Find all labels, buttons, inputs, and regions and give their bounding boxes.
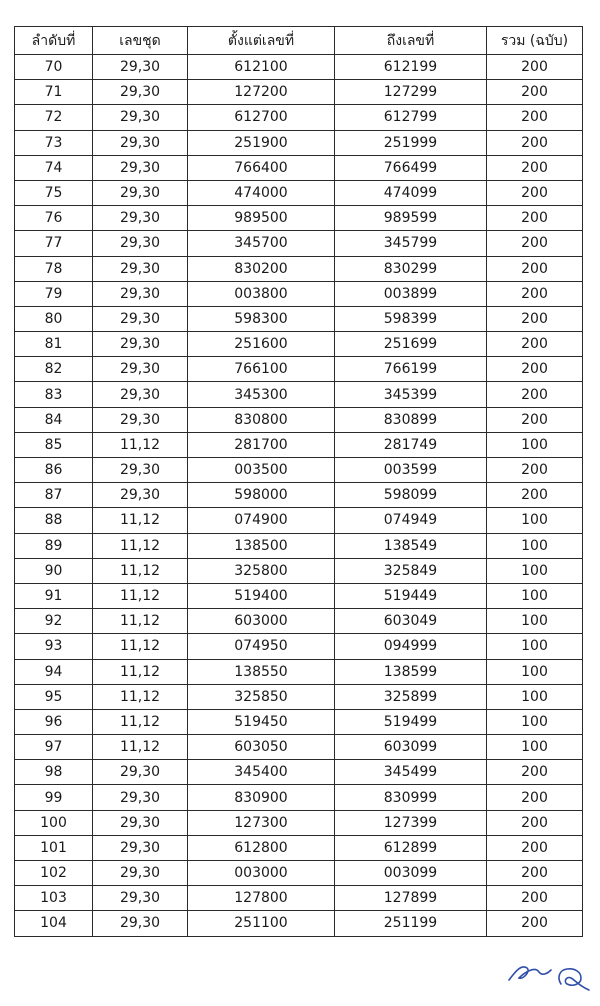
table-row: [15, 180, 583, 205]
cell-sequence: 97: [15, 735, 93, 760]
cell-from-number: 003500: [188, 458, 335, 483]
cell-set-number: 29,30: [93, 810, 188, 835]
cell-sequence: 99: [15, 785, 93, 810]
cell-sequence: 90: [15, 558, 93, 583]
cell-set-number: 29,30: [93, 130, 188, 155]
cell-to-number: 127299: [335, 80, 487, 105]
table-row: [15, 634, 583, 659]
cell-from-number: 074950: [188, 634, 335, 659]
cell-from-number: 281700: [188, 432, 335, 457]
cell-total-copies: 200: [487, 785, 583, 810]
cell-from-number: 074900: [188, 508, 335, 533]
cell-to-number: 345499: [335, 760, 487, 785]
cell-to-number: 519499: [335, 709, 487, 734]
cell-to-number: 519449: [335, 583, 487, 608]
cell-sequence: 100: [15, 810, 93, 835]
cell-sequence: 76: [15, 206, 93, 231]
cell-from-number: 612100: [188, 55, 335, 80]
cell-total-copies: 200: [487, 835, 583, 860]
table-row: [15, 256, 583, 281]
cell-sequence: 78: [15, 256, 93, 281]
cell-to-number: 766199: [335, 357, 487, 382]
cell-set-number: 11,12: [93, 634, 188, 659]
cell-total-copies: 200: [487, 130, 583, 155]
table-row: [15, 357, 583, 382]
cell-from-number: 003800: [188, 281, 335, 306]
header-row: [15, 27, 583, 55]
cell-sequence: 75: [15, 180, 93, 205]
cell-to-number: 251699: [335, 332, 487, 357]
cell-to-number: 251999: [335, 130, 487, 155]
table-row: [15, 306, 583, 331]
cell-total-copies: 200: [487, 105, 583, 130]
table-row: [15, 130, 583, 155]
cell-set-number: 11,12: [93, 558, 188, 583]
cell-sequence: 88: [15, 508, 93, 533]
cell-sequence: 86: [15, 458, 93, 483]
cell-total-copies: 100: [487, 735, 583, 760]
cell-from-number: 127800: [188, 886, 335, 911]
cell-set-number: 11,12: [93, 659, 188, 684]
table-row: [15, 155, 583, 180]
cell-to-number: 612799: [335, 105, 487, 130]
cell-total-copies: 200: [487, 810, 583, 835]
cell-from-number: 598300: [188, 306, 335, 331]
table-row: [15, 332, 583, 357]
cell-set-number: 29,30: [93, 458, 188, 483]
cell-from-number: 989500: [188, 206, 335, 231]
table-row: [15, 558, 583, 583]
cell-to-number: 127399: [335, 810, 487, 835]
cell-sequence: 72: [15, 105, 93, 130]
table-row: [15, 709, 583, 734]
table-row: [15, 810, 583, 835]
cell-sequence: 71: [15, 80, 93, 105]
cell-total-copies: 100: [487, 659, 583, 684]
cell-total-copies: 200: [487, 861, 583, 886]
cell-set-number: 29,30: [93, 861, 188, 886]
cell-to-number: 612199: [335, 55, 487, 80]
cell-set-number: 29,30: [93, 911, 188, 936]
cell-set-number: 29,30: [93, 281, 188, 306]
cell-set-number: 11,12: [93, 583, 188, 608]
cell-from-number: 345700: [188, 231, 335, 256]
cell-set-number: 11,12: [93, 709, 188, 734]
cell-from-number: 519400: [188, 583, 335, 608]
cell-from-number: 598000: [188, 483, 335, 508]
cell-total-copies: 200: [487, 180, 583, 205]
header-sequence: ลำดับที่: [15, 27, 93, 55]
table-row: [15, 659, 583, 684]
header-from-number: ตั้งแต่เลขที่: [188, 27, 335, 55]
cell-from-number: 325850: [188, 684, 335, 709]
cell-to-number: 281749: [335, 432, 487, 457]
cell-to-number: 766499: [335, 155, 487, 180]
table-header: [15, 27, 583, 55]
cell-sequence: 95: [15, 684, 93, 709]
cell-set-number: 29,30: [93, 760, 188, 785]
cell-sequence: 80: [15, 306, 93, 331]
cell-from-number: 251900: [188, 130, 335, 155]
cell-from-number: 003000: [188, 861, 335, 886]
header-to-number: ถึงเลขที่: [335, 27, 487, 55]
cell-set-number: 11,12: [93, 735, 188, 760]
cell-to-number: 598099: [335, 483, 487, 508]
cell-total-copies: 200: [487, 155, 583, 180]
cell-to-number: 003099: [335, 861, 487, 886]
cell-sequence: 77: [15, 231, 93, 256]
cell-set-number: 29,30: [93, 155, 188, 180]
table-row: [15, 886, 583, 911]
cell-to-number: 830899: [335, 407, 487, 432]
cell-total-copies: 200: [487, 206, 583, 231]
cell-total-copies: 100: [487, 634, 583, 659]
cell-total-copies: 200: [487, 231, 583, 256]
cell-set-number: 29,30: [93, 80, 188, 105]
cell-to-number: 138599: [335, 659, 487, 684]
cell-sequence: 91: [15, 583, 93, 608]
cell-from-number: 138500: [188, 533, 335, 558]
table-row: [15, 760, 583, 785]
cell-set-number: 11,12: [93, 508, 188, 533]
cell-from-number: 612800: [188, 835, 335, 860]
cell-from-number: 766100: [188, 357, 335, 382]
cell-to-number: 603049: [335, 609, 487, 634]
header-total-copies: รวม (ฉบับ): [487, 27, 583, 55]
table-row: [15, 684, 583, 709]
cell-set-number: 29,30: [93, 180, 188, 205]
cell-total-copies: 100: [487, 508, 583, 533]
cell-from-number: 612700: [188, 105, 335, 130]
cell-from-number: 603050: [188, 735, 335, 760]
cell-sequence: 101: [15, 835, 93, 860]
table-row: [15, 861, 583, 886]
cell-total-copies: 200: [487, 281, 583, 306]
cell-set-number: 29,30: [93, 835, 188, 860]
cell-sequence: 89: [15, 533, 93, 558]
table-row: [15, 432, 583, 457]
cell-sequence: 73: [15, 130, 93, 155]
cell-total-copies: 100: [487, 558, 583, 583]
cell-from-number: 138550: [188, 659, 335, 684]
table-row: [15, 55, 583, 80]
cell-total-copies: 200: [487, 382, 583, 407]
cell-sequence: 79: [15, 281, 93, 306]
cell-from-number: 325800: [188, 558, 335, 583]
cell-set-number: 11,12: [93, 432, 188, 457]
cell-to-number: 598399: [335, 306, 487, 331]
table-row: [15, 583, 583, 608]
cell-from-number: 830800: [188, 407, 335, 432]
cell-to-number: 074949: [335, 508, 487, 533]
cell-to-number: 127899: [335, 886, 487, 911]
table-row: [15, 533, 583, 558]
cell-sequence: 104: [15, 911, 93, 936]
cell-set-number: 29,30: [93, 357, 188, 382]
cell-total-copies: 200: [487, 483, 583, 508]
cell-from-number: 830900: [188, 785, 335, 810]
cell-total-copies: 200: [487, 407, 583, 432]
cell-total-copies: 100: [487, 432, 583, 457]
cell-set-number: 29,30: [93, 332, 188, 357]
cell-total-copies: 100: [487, 533, 583, 558]
cell-set-number: 11,12: [93, 609, 188, 634]
table-row: [15, 231, 583, 256]
cell-sequence: 74: [15, 155, 93, 180]
table-row: [15, 735, 583, 760]
table-row: [15, 80, 583, 105]
cell-total-copies: 200: [487, 55, 583, 80]
header-set-number: เลขชุด: [93, 27, 188, 55]
table-row: [15, 785, 583, 810]
table-row: [15, 911, 583, 936]
table-row: [15, 458, 583, 483]
cell-from-number: 345400: [188, 760, 335, 785]
cell-to-number: 251199: [335, 911, 487, 936]
table-body: [15, 55, 583, 937]
handwritten-signature: [505, 950, 595, 994]
cell-total-copies: 200: [487, 458, 583, 483]
cell-to-number: 830999: [335, 785, 487, 810]
cell-from-number: 345300: [188, 382, 335, 407]
cell-set-number: 29,30: [93, 256, 188, 281]
cell-to-number: 989599: [335, 206, 487, 231]
cell-total-copies: 200: [487, 886, 583, 911]
cell-to-number: 094999: [335, 634, 487, 659]
cell-total-copies: 100: [487, 709, 583, 734]
cell-to-number: 003599: [335, 458, 487, 483]
table-row: [15, 382, 583, 407]
cell-total-copies: 200: [487, 760, 583, 785]
table-row: [15, 206, 583, 231]
cell-set-number: 29,30: [93, 382, 188, 407]
cell-set-number: 29,30: [93, 55, 188, 80]
cell-to-number: 603099: [335, 735, 487, 760]
cell-sequence: 94: [15, 659, 93, 684]
table-row: [15, 281, 583, 306]
cell-from-number: 127300: [188, 810, 335, 835]
cell-sequence: 82: [15, 357, 93, 382]
cell-sequence: 85: [15, 432, 93, 457]
cell-total-copies: 200: [487, 80, 583, 105]
cell-to-number: 612899: [335, 835, 487, 860]
table-row: [15, 483, 583, 508]
cell-to-number: 325849: [335, 558, 487, 583]
cell-sequence: 102: [15, 861, 93, 886]
cell-total-copies: 200: [487, 306, 583, 331]
ticket-ledger-table: [14, 26, 583, 937]
cell-sequence: 70: [15, 55, 93, 80]
cell-to-number: 003899: [335, 281, 487, 306]
cell-set-number: 11,12: [93, 684, 188, 709]
cell-total-copies: 100: [487, 583, 583, 608]
cell-set-number: 29,30: [93, 105, 188, 130]
cell-total-copies: 200: [487, 332, 583, 357]
cell-to-number: 474099: [335, 180, 487, 205]
cell-from-number: 519450: [188, 709, 335, 734]
cell-set-number: 29,30: [93, 886, 188, 911]
cell-sequence: 93: [15, 634, 93, 659]
table-row: [15, 105, 583, 130]
cell-to-number: 345399: [335, 382, 487, 407]
cell-from-number: 127200: [188, 80, 335, 105]
cell-set-number: 29,30: [93, 785, 188, 810]
cell-sequence: 87: [15, 483, 93, 508]
table-row: [15, 508, 583, 533]
cell-total-copies: 200: [487, 357, 583, 382]
cell-from-number: 251600: [188, 332, 335, 357]
cell-sequence: 96: [15, 709, 93, 734]
cell-total-copies: 200: [487, 256, 583, 281]
cell-from-number: 474000: [188, 180, 335, 205]
cell-sequence: 84: [15, 407, 93, 432]
cell-sequence: 98: [15, 760, 93, 785]
cell-total-copies: 100: [487, 684, 583, 709]
cell-from-number: 251100: [188, 911, 335, 936]
cell-sequence: 81: [15, 332, 93, 357]
table-row: [15, 407, 583, 432]
cell-to-number: 325899: [335, 684, 487, 709]
cell-from-number: 603000: [188, 609, 335, 634]
table-row: [15, 609, 583, 634]
cell-from-number: 830200: [188, 256, 335, 281]
cell-set-number: 29,30: [93, 483, 188, 508]
cell-set-number: 29,30: [93, 231, 188, 256]
cell-set-number: 29,30: [93, 407, 188, 432]
cell-sequence: 92: [15, 609, 93, 634]
cell-set-number: 29,30: [93, 206, 188, 231]
cell-total-copies: 200: [487, 911, 583, 936]
table-row: [15, 835, 583, 860]
cell-to-number: 830299: [335, 256, 487, 281]
cell-set-number: 11,12: [93, 533, 188, 558]
cell-to-number: 138549: [335, 533, 487, 558]
cell-sequence: 83: [15, 382, 93, 407]
cell-total-copies: 100: [487, 609, 583, 634]
cell-from-number: 766400: [188, 155, 335, 180]
cell-sequence: 103: [15, 886, 93, 911]
cell-to-number: 345799: [335, 231, 487, 256]
cell-set-number: 29,30: [93, 306, 188, 331]
